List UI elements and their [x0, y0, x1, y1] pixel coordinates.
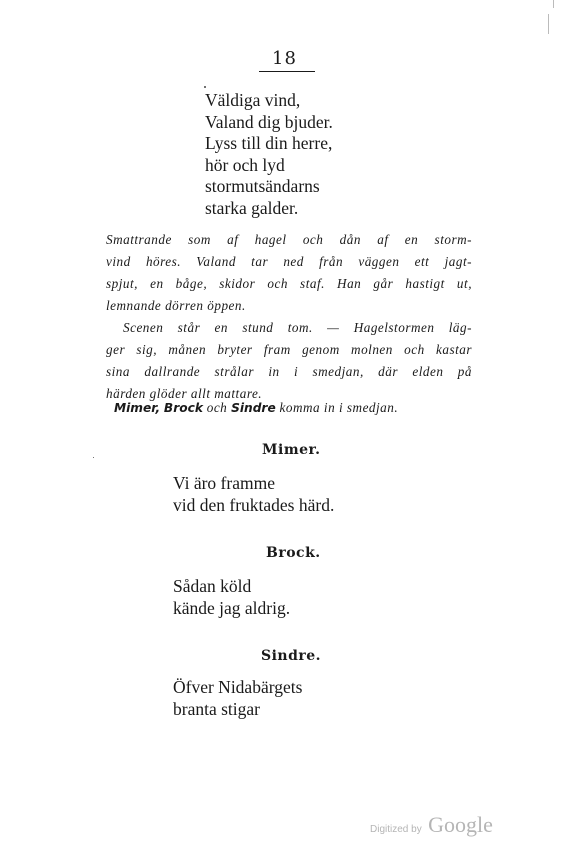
page-edge-mark: [548, 14, 549, 34]
verse-line: Valand dig bjuder.: [205, 111, 333, 132]
stage-line: vind höres. Valand tar ned från väggen ett jagt-: [106, 254, 472, 269]
speech-brock: [173, 576, 290, 619]
verse-line: Lyss till din herre,: [205, 133, 333, 153]
speaker-heading-mimer: Mimer.: [262, 442, 321, 458]
character-name: Brock: [163, 401, 203, 415]
connector-word: och: [206, 400, 228, 415]
page-edge-mark: [553, 0, 554, 8]
verse-line: Öfver Nidabärgets: [173, 677, 303, 697]
verse-line: Sådan köld: [173, 576, 252, 596]
verse-line: Vi äro framme: [173, 473, 275, 493]
print-speck: [93, 457, 94, 458]
print-speck: [204, 86, 206, 88]
page-number-rule: [259, 71, 315, 72]
stage-line: spjut, en båge, skidor och staf. Han går hastigt ut,: [106, 276, 472, 291]
verse-line: stormutsändarns: [205, 176, 320, 196]
stage-line: Smattrande som af hagel och dån af en storm-: [106, 232, 472, 247]
stage-line: ger sig, månen bryter fram genom molnen och kastar: [106, 342, 472, 357]
watermark-brand: Google: [428, 812, 493, 837]
stage-direction-moon: [106, 317, 472, 405]
verse-line: vid den fruktades härd.: [173, 494, 335, 515]
verse-line: starka galder.: [205, 197, 299, 218]
verse-line: hör och lyd: [205, 154, 285, 175]
character-name: Mimer,: [114, 401, 161, 415]
stage-line: [114, 397, 474, 419]
entrance-text: komma in i smedjan.: [279, 400, 399, 415]
watermark-prefix: Digitized by: [370, 824, 422, 835]
verse-line: kände jag aldrig.: [173, 597, 291, 618]
stage-line: Scenen står en stund tom. — Hagelstormen läg-: [123, 320, 472, 335]
stage-line: sina dallrande strålar in i smedjan, där elden på: [106, 364, 472, 379]
verse-line: Väldiga vind,: [205, 90, 301, 110]
page-number: 18: [272, 48, 297, 69]
character-name: Sindre: [231, 401, 276, 415]
speech-mimer: [173, 473, 334, 516]
stage-direction-storm: [106, 229, 472, 317]
speaker-heading-brock: Brock.: [266, 545, 321, 561]
stage-direction-entrance: [114, 397, 474, 419]
digitization-watermark: [370, 812, 493, 838]
stage-line: härden glöder allt mattare.: [106, 386, 263, 401]
speaker-heading-sindre: Sindre.: [261, 648, 322, 664]
stage-line: lemnande dörren öppen.: [106, 298, 246, 313]
opening-verse: [205, 90, 333, 219]
verse-line: branta stigar: [173, 698, 260, 719]
speech-sindre: [173, 677, 302, 720]
